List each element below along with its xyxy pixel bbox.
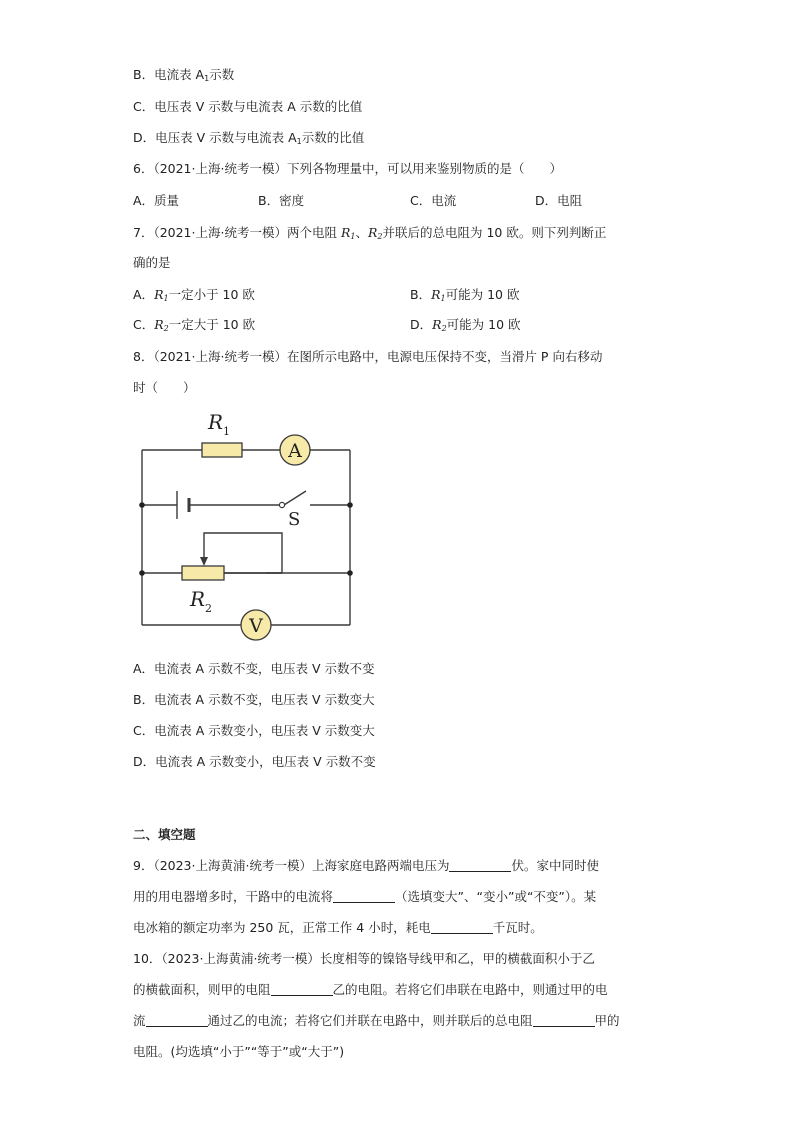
voltmeter-label: V	[249, 615, 263, 637]
circuit-diagram	[128, 405, 368, 645]
resistor-r1	[202, 443, 242, 457]
q10-line4: 电阻。(均选填“小于”“等于”或“大于”)	[133, 1044, 345, 1059]
rheostat-r2	[182, 566, 224, 580]
slider-arrow-icon	[200, 557, 208, 566]
q5-option-b: B．电流表 $A_1$示数	[133, 67, 235, 83]
r2-subscript: 2	[205, 602, 212, 615]
q6-stem: 6．（2021·上海·统考一模）下列各物理量中，可以用来鉴别物质的是（ ）	[133, 161, 562, 176]
ammeter-label: A	[288, 440, 302, 462]
q10-blank-1[interactable]	[271, 983, 333, 996]
r1-subscript: 1	[223, 425, 230, 438]
junction-dot	[347, 502, 353, 508]
junction-dot	[139, 570, 145, 576]
q9-blank-3[interactable]	[431, 921, 493, 934]
q9-line1: 9．（2023·上海黄浦·统考一模）上海家庭电路两端电压为 伏。家中同时使	[133, 858, 599, 873]
switch-contact	[279, 502, 284, 507]
q8-option-b: B．电流表 A 示数不变，电压表 V 示数变大	[133, 692, 375, 707]
q9-blank-2[interactable]	[333, 890, 395, 903]
q8-option-c: C．电流表 A 示数变小，电压表 V 示数变大	[133, 723, 375, 738]
q10-line2: 的横截面积，则甲的电阻 乙的电阻。若将它们串联在电路中，则通过甲的电	[133, 982, 608, 997]
q6-option-c: C．电流	[410, 193, 457, 208]
switch-label: S	[288, 509, 301, 530]
q8-stem-line2: 时（ ）	[133, 380, 196, 395]
r2-label: R	[190, 587, 206, 611]
q10-line1: 10．（2023·上海黄浦·统考一模）长度相等的镍铬导线甲和乙，甲的横截面积小于乙	[133, 951, 595, 966]
q9-line3: 电冰箱的额定功率为 250 瓦，正常工作 4 小时，耗电 千瓦时。	[133, 920, 543, 935]
q5-option-d: D．电压表 V 示数与电流表 $A_1$示数的比值	[133, 130, 365, 146]
q7-option-a: A．$R_1$一定小于 10 欧	[133, 287, 255, 303]
q6-option-d: D．电阻	[535, 193, 583, 208]
junction-dot	[139, 502, 145, 508]
q5-option-c: C．电压表 V 示数与电流表 A 示数的比值	[133, 99, 363, 114]
q6-option-a: A．质量	[133, 193, 180, 208]
q9-line2: 用的用电器增多时，干路中的电流将 （选填变大”、“变小”或“不变”）。某	[133, 889, 597, 904]
q10-line3: 流 通过乙的电流；若将它们并联在电路中，则并联后的总电阻 甲的	[133, 1013, 620, 1028]
q10-blank-3[interactable]	[533, 1014, 595, 1027]
q8-option-d: D．电流表 A 示数变小，电压表 V 示数不变	[133, 754, 376, 769]
q10-blank-2[interactable]	[146, 1014, 208, 1027]
section-title: 二、填空题	[133, 827, 196, 842]
q9-blank-1[interactable]	[449, 859, 511, 872]
q7-option-d: D．$R_2$可能为 10 欧	[410, 317, 521, 333]
switch-lever	[284, 491, 306, 505]
q6-option-b: B．密度	[258, 193, 305, 208]
r1-label: R	[208, 410, 224, 434]
q8-stem: 8．（2021·上海·统考一模）在图所示电路中，电源电压保持不变，当滑片 P 向右移动	[133, 349, 603, 364]
junction-dot	[347, 570, 353, 576]
q7-option-c: C．$R_2$一定大于 10 欧	[133, 317, 256, 333]
q7-stem: 7．（2021·上海·统考一模）两个电阻 $R_1$、$R_2$并联后的总电阻为 10 欧。则下列判断正	[133, 225, 607, 241]
q7-option-b: B．$R_1$可能为 10 欧	[410, 287, 520, 303]
q7-stem-line2: 确的是	[133, 255, 171, 270]
q8-option-a: A．电流表 A 示数不变，电压表 V 示数不变	[133, 661, 375, 676]
